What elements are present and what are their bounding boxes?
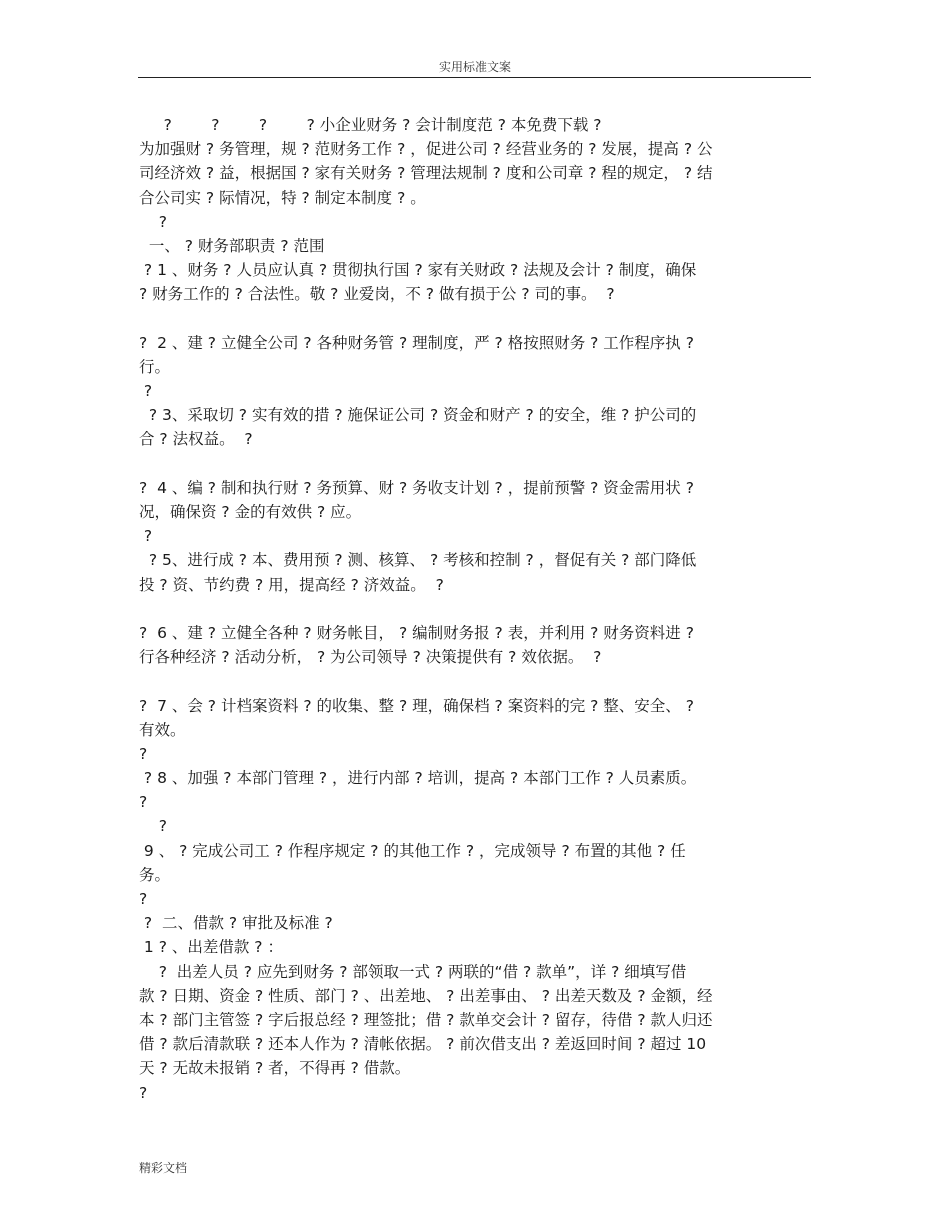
text-line: 天 ? 无故未报销 ? 者，不得再 ? 借款。	[139, 1059, 411, 1078]
text-line: 款 ? 日期、资金 ? 性质、部门 ? 、出差地、 ? 出差事由、 ? 出差天数及 ? 金额，经	[139, 986, 713, 1005]
text-line: 本 ? 部门主管签 ? 字后报总经 ? 理签批；借 ? 款单交会计 ? 留存，待借 ? 款人归还	[139, 1010, 713, 1029]
text-line: 投 ? 资、节约费 ? 用，提高经 ? 济效益。 ?	[139, 575, 444, 594]
text-line: 行。	[139, 357, 171, 376]
text-line: ? 6 、建 ? 立健全各种 ? 财务帐目， ? 编制财务报 ? 表，并利用 ? 财务资料进 ?	[139, 623, 694, 642]
text-line: ? 5、进行成 ? 本、费用预 ? 测、核算、 ? 考核和控制 ? ，督促有关 ? 部门降低	[139, 551, 697, 570]
text-line: 行各种经济 ? 活动分析， ? 为公司领导 ? 决策提供有 ? 效依据。 ?	[139, 648, 602, 667]
text-line	[139, 669, 811, 693]
text-line: 一、 ? 财务部职责 ? 范围	[139, 236, 325, 255]
text-line: ?	[139, 793, 148, 812]
text-line	[139, 452, 811, 476]
text-line: ? 3、采取切 ? 实有效的措 ? 施保证公司 ? 资金和财产 ? 的安全，维 ? 护公司的	[139, 406, 697, 425]
text-line	[139, 307, 811, 331]
text-line	[139, 597, 811, 621]
text-line: 务。	[139, 865, 171, 884]
text-line: ?	[139, 212, 167, 231]
text-line: ? 4 、编 ? 制和执行财 ? 务预算、财 ? 务收支计划 ? ，提前预警 ? 资金需用状 ?	[139, 478, 694, 497]
text-line: ?	[139, 1083, 148, 1102]
text-line: ? 7 、会 ? 计档案资料 ? 的收集、整 ? 理，确保档 ? 案资料的完 ? 整、安全、 ?	[139, 696, 694, 715]
text-line: 1 ? 、出差借款 ? ：	[139, 938, 283, 957]
text-line: ? ? ? ? 小企业财务 ? 会计制度范 ? 本免费下载 ?	[139, 116, 602, 134]
text-line: ? 财务工作的 ? 合法性。敬 ? 业爱岗，不 ? 做有损于公 ? 司的事。 ?	[139, 285, 615, 304]
text-line: ?	[139, 817, 167, 836]
text-line: ? 2 、建 ? 立健全公司 ? 各种财务管 ? 理制度，严 ? 格按照财务 ? 工作程序执 ?	[139, 333, 694, 352]
text-line: ? 1 、财务 ? 人员应认真 ? 贯彻执行国 ? 家有关财政 ? 法规及会计 ? 制度，确保	[139, 261, 697, 280]
page-header: 实用标准文案	[438, 60, 511, 74]
page-footer: 精彩文档	[139, 1161, 188, 1175]
text-line: ?	[139, 527, 153, 546]
text-line: ?	[139, 382, 153, 401]
text-line: 借 ? 款后清款联 ? 还本人作为 ? 清帐依据。 ? 前次借支出 ? 差返回时间 ? 超过 10	[139, 1035, 707, 1054]
header-rule	[138, 77, 811, 78]
text-line: ? 二、借款 ? 审批及标准 ?	[139, 914, 333, 933]
text-line: ? 8 、加强 ? 本部门管理 ? ，进行内部 ? 培训，提高 ? 本部门工作 ? 人员素质。	[139, 769, 697, 788]
text-line: ?	[139, 890, 148, 908]
text-line: 况，确保资 ? 金的有效供 ? 应。	[139, 503, 362, 521]
text-line: ?	[139, 744, 148, 763]
text-line: 有效。	[139, 720, 186, 739]
text-line: 为加强财 ? 务管理，规 ? 范财务工作 ? ，促进公司 ? 经营业务的 ? 发展，提高 ? 公	[139, 140, 713, 159]
document-body	[139, 113, 811, 1105]
text-line: 司经济效 ? 益，根据国 ? 家有关财务 ? 管理法规制 ? 度和公司章 ? 程的规定， ? 结	[139, 164, 713, 183]
text-line: 合 ? 法权益。 ?	[139, 430, 253, 449]
text-line: 9 、 ? 完成公司工 ? 作程序规定 ? 的其他工作 ? ，完成领导 ? 布置的其他 ? 任	[139, 841, 686, 860]
text-line: ? 出差人员 ? 应先到财务 ? 部领取一式 ? 两联的“借 ? 款单”，详 ? 细填写借	[139, 962, 687, 981]
text-line: 合公司实 ? 际情况，特 ? 制定本制度 ? 。	[139, 188, 426, 207]
